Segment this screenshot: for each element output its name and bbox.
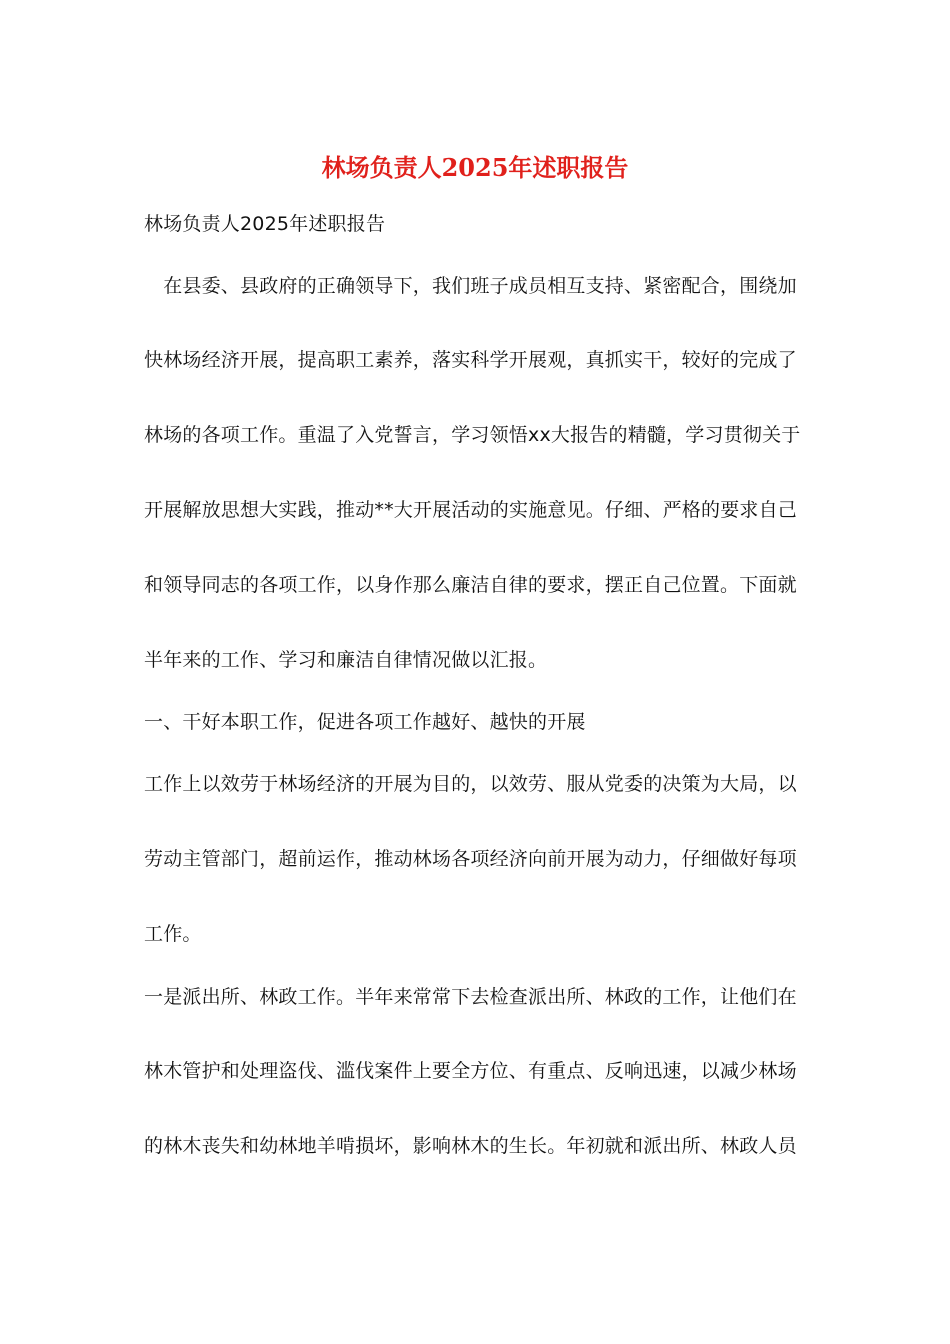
paragraph-line: 和领导同志的各项工作，以身作那么廉洁自律的要求，摆正自己位置。下面就 xyxy=(144,574,797,596)
paragraph-line: 的林木丧失和幼林地羊啃损坏，影响林木的生长。年初就和派出所、林政人员 xyxy=(144,1135,797,1157)
paragraph-line: 林场的各项工作。重温了入党誓言，学习领悟xx大报告的精髓，学习贯彻关于 xyxy=(144,424,801,446)
paragraph-line: 一是派出所、林政工作。半年来常常下去检查派出所、林政的工作，让他们在 xyxy=(144,986,797,1008)
document-title: 林场负责人2025年述职报告 xyxy=(321,153,629,182)
paragraph-line: 在县委、县政府的正确领导下，我们班子成员相互支持、紧密配合，围绕加 xyxy=(144,275,797,297)
document-subtitle: 林场负责人2025年述职报告 xyxy=(144,213,386,235)
paragraph-line: 快林场经济开展，提高职工素养，落实科学开展观，真抓实干，较好的完成了 xyxy=(144,349,797,371)
paragraph-line: 工作。 xyxy=(144,923,202,945)
paragraph-line: 半年来的工作、学习和廉洁自律情况做以汇报。 xyxy=(144,649,548,671)
paragraph-line: 工作上以效劳于林场经济的开展为目的，以效劳、服从党委的决策为大局，以 xyxy=(144,773,797,795)
paragraph-line: 林木管护和处理盗伐、滥伐案件上要全方位、有重点、反响迅速，以减少林场 xyxy=(144,1060,797,1082)
paragraph-line: 开展解放思想大实践，推动**大开展活动的实施意见。仔细、严格的要求自己 xyxy=(144,499,798,521)
section-heading: 一、干好本职工作，促进各项工作越好、越快的开展 xyxy=(144,711,586,733)
paragraph-line: 劳动主管部门，超前运作，推动林场各项经济向前开展为动力，仔细做好每项 xyxy=(144,848,797,870)
